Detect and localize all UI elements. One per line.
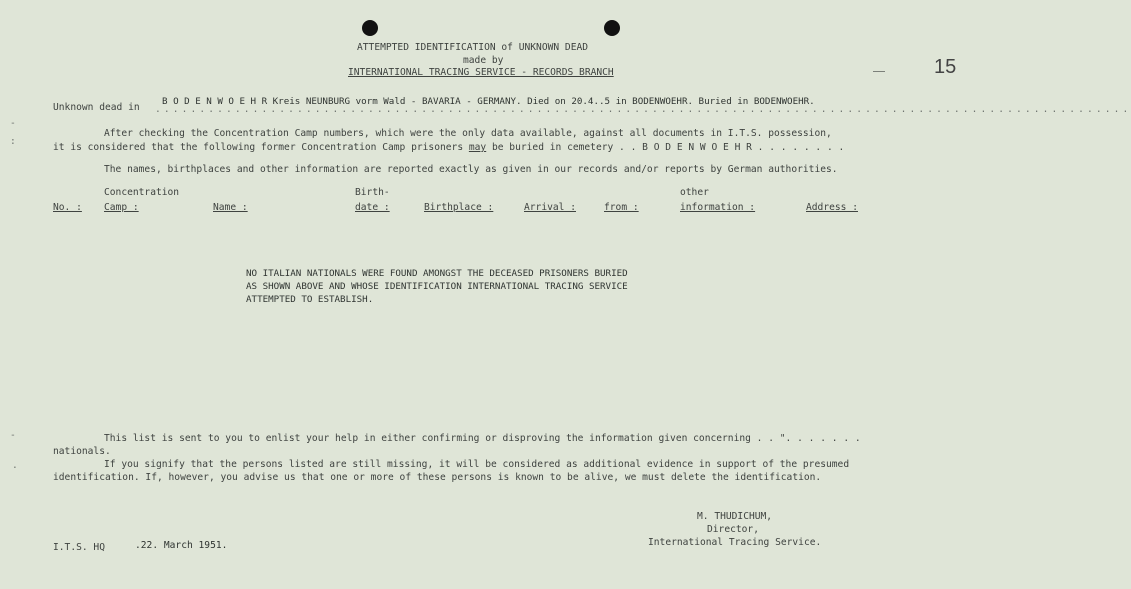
column-no: No. : <box>53 202 82 213</box>
stamp-line-1: NO ITALIAN NATIONALS WERE FOUND AMONGST THE DECEASED PRISONERS BURIED <box>246 268 628 279</box>
column-arrival: Arrival : <box>524 202 576 213</box>
unknown-dead-label: Unknown dead in <box>53 102 140 113</box>
unknown-dead-place: B O D E N W O E H R Kreis NEUNBURG vorm Wald - BAVARIA - GERMANY. Died on 20.4..5 in BODENWOEHR. Buried in BODENWOEHR. <box>162 96 815 107</box>
margin-mark-3: - <box>10 430 16 441</box>
closing-line-1: This list is sent to you to enlist your help in either confirming or disproving the information given concerning . . ". . . . . . . <box>104 433 861 444</box>
column-address: Address : <box>806 202 858 213</box>
stamp-line-3: ATTEMPTED TO ESTABLISH. <box>246 294 374 305</box>
signatory-title: Director, <box>707 524 759 535</box>
footer-reference: I.T.S. HQ <box>53 542 105 553</box>
column-from: from : <box>604 202 639 213</box>
column-information: information : <box>680 202 756 213</box>
margin-mark-4: . <box>12 460 18 471</box>
paragraph-1-text-a: it is considered that the following former Concentration Camp prisoners <box>53 142 464 153</box>
dotted-leader: .............................................................................................................. <box>155 104 1131 115</box>
document-title: ATTEMPTED IDENTIFICATION of UNKNOWN DEAD <box>357 42 589 53</box>
closing-line-3: If you signify that the persons listed are still missing, it will be considered as additional evidence in support of the presumed <box>104 459 850 470</box>
margin-mark-2: : <box>10 136 16 147</box>
closing-line-2: nationals. <box>53 446 111 457</box>
punch-hole-right <box>604 20 620 36</box>
stamp-line-2: AS SHOWN ABOVE AND WHOSE IDENTIFICATION INTERNATIONAL TRACING SERVICE <box>246 281 628 292</box>
footer-date: .22. March 1951. <box>135 540 228 551</box>
document-subtitle: made by <box>463 55 504 66</box>
margin-dash <box>873 71 885 72</box>
signatory-name: M. THUDICHUM, <box>697 511 773 522</box>
column-birth-top: Birth- <box>355 187 390 198</box>
punch-hole-left <box>362 20 378 36</box>
paragraph-1-line-1: After checking the Concentration Camp numbers, which were the only data available, against all documents in I.T.S. possession, <box>104 128 832 139</box>
column-camp: Camp : <box>104 202 139 213</box>
closing-line-4: identification. If, however, you advise us that one or more of these persons is known to be alive, we must delete the identification. <box>53 472 822 483</box>
column-birthplace: Birthplace : <box>424 202 494 213</box>
signatory-organization: International Tracing Service. <box>648 537 822 548</box>
page-number: 15 <box>934 56 957 78</box>
margin-mark-1: - <box>10 118 16 129</box>
column-other-top: other <box>680 187 709 198</box>
paragraph-1-line-2 <box>53 142 844 153</box>
paragraph-2: The names, birthplaces and other information are reported exactly as given in our records and/or reports by German authorities. <box>104 164 838 175</box>
column-name: Name : <box>213 202 248 213</box>
issuing-organization: INTERNATIONAL TRACING SERVICE - RECORDS BRANCH <box>348 67 614 78</box>
column-birth-date: date : <box>355 202 390 213</box>
paragraph-1-text-b: be buried in cemetery . . B O D E N W O E H R . . . . . . . . <box>491 142 845 153</box>
paragraph-1-may: may <box>468 142 487 153</box>
column-camp-top: Concentration <box>104 187 180 198</box>
